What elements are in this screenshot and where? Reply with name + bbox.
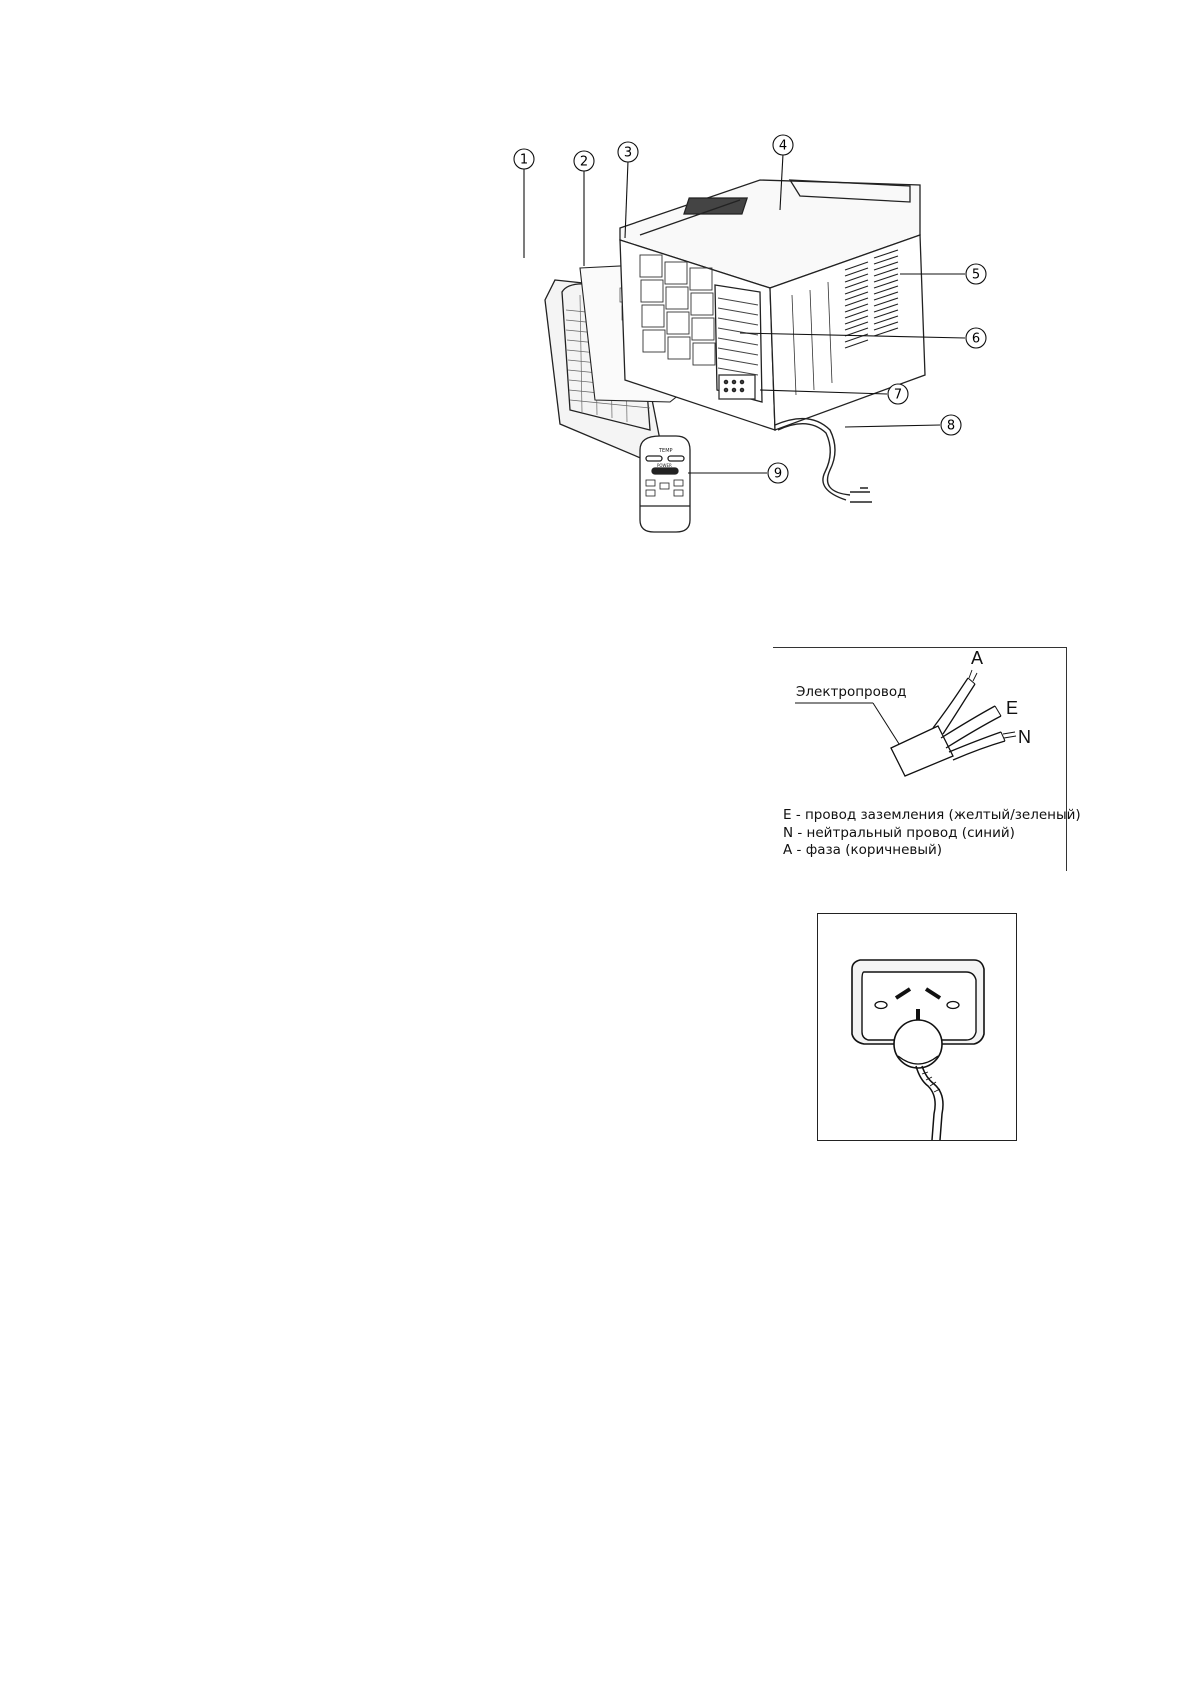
callout-2: [573, 150, 595, 172]
power-cord: [775, 419, 872, 502]
plug-icon: [894, 1020, 942, 1068]
cord-wires-svg: [773, 648, 1066, 778]
remote-temp-label: TEMP: [659, 448, 673, 454]
legend-line-n: N - нейтральный провод (синий): [783, 825, 1015, 841]
callout-5: [965, 263, 987, 285]
callout-6-label: 6: [971, 331, 981, 347]
callout-9: [767, 462, 789, 484]
ac-unit-body: [620, 180, 925, 430]
callout-2-label: 2: [579, 154, 589, 170]
cord-label: Электропровод: [796, 684, 907, 700]
socket-plug-svg: [818, 914, 1016, 1140]
callout-8-label: 8: [946, 418, 956, 434]
remote-control: [640, 436, 690, 532]
wire-a-label: A: [971, 648, 984, 668]
legend-line-e: E - провод заземления (желтый/зеленый): [783, 807, 1081, 823]
wire-e-label: E: [1006, 698, 1019, 718]
ac-exploded-diagram: [500, 140, 1080, 580]
callout-7: [887, 383, 909, 405]
callout-6: [965, 327, 987, 349]
callout-1: [513, 148, 535, 170]
callout-4: [772, 134, 794, 156]
wire-n-label: N: [1018, 727, 1031, 747]
callout-4-label: 4: [778, 138, 788, 154]
callout-9-label: 9: [773, 466, 783, 482]
callout-1-label: 1: [519, 152, 529, 168]
socket-plug-diagram: [817, 913, 1017, 1141]
callout-3: [617, 141, 639, 163]
ac-exploded-svg: [500, 140, 1080, 580]
legend-line-a: A - фаза (коричневый): [783, 842, 943, 858]
remote-power-label: POWER: [657, 463, 672, 468]
callout-7-label: 7: [893, 387, 903, 403]
callout-3-label: 3: [623, 145, 633, 161]
cord-wiring-diagram: [773, 647, 1081, 871]
callout-8: [940, 414, 962, 436]
callout-5-label: 5: [971, 267, 981, 283]
